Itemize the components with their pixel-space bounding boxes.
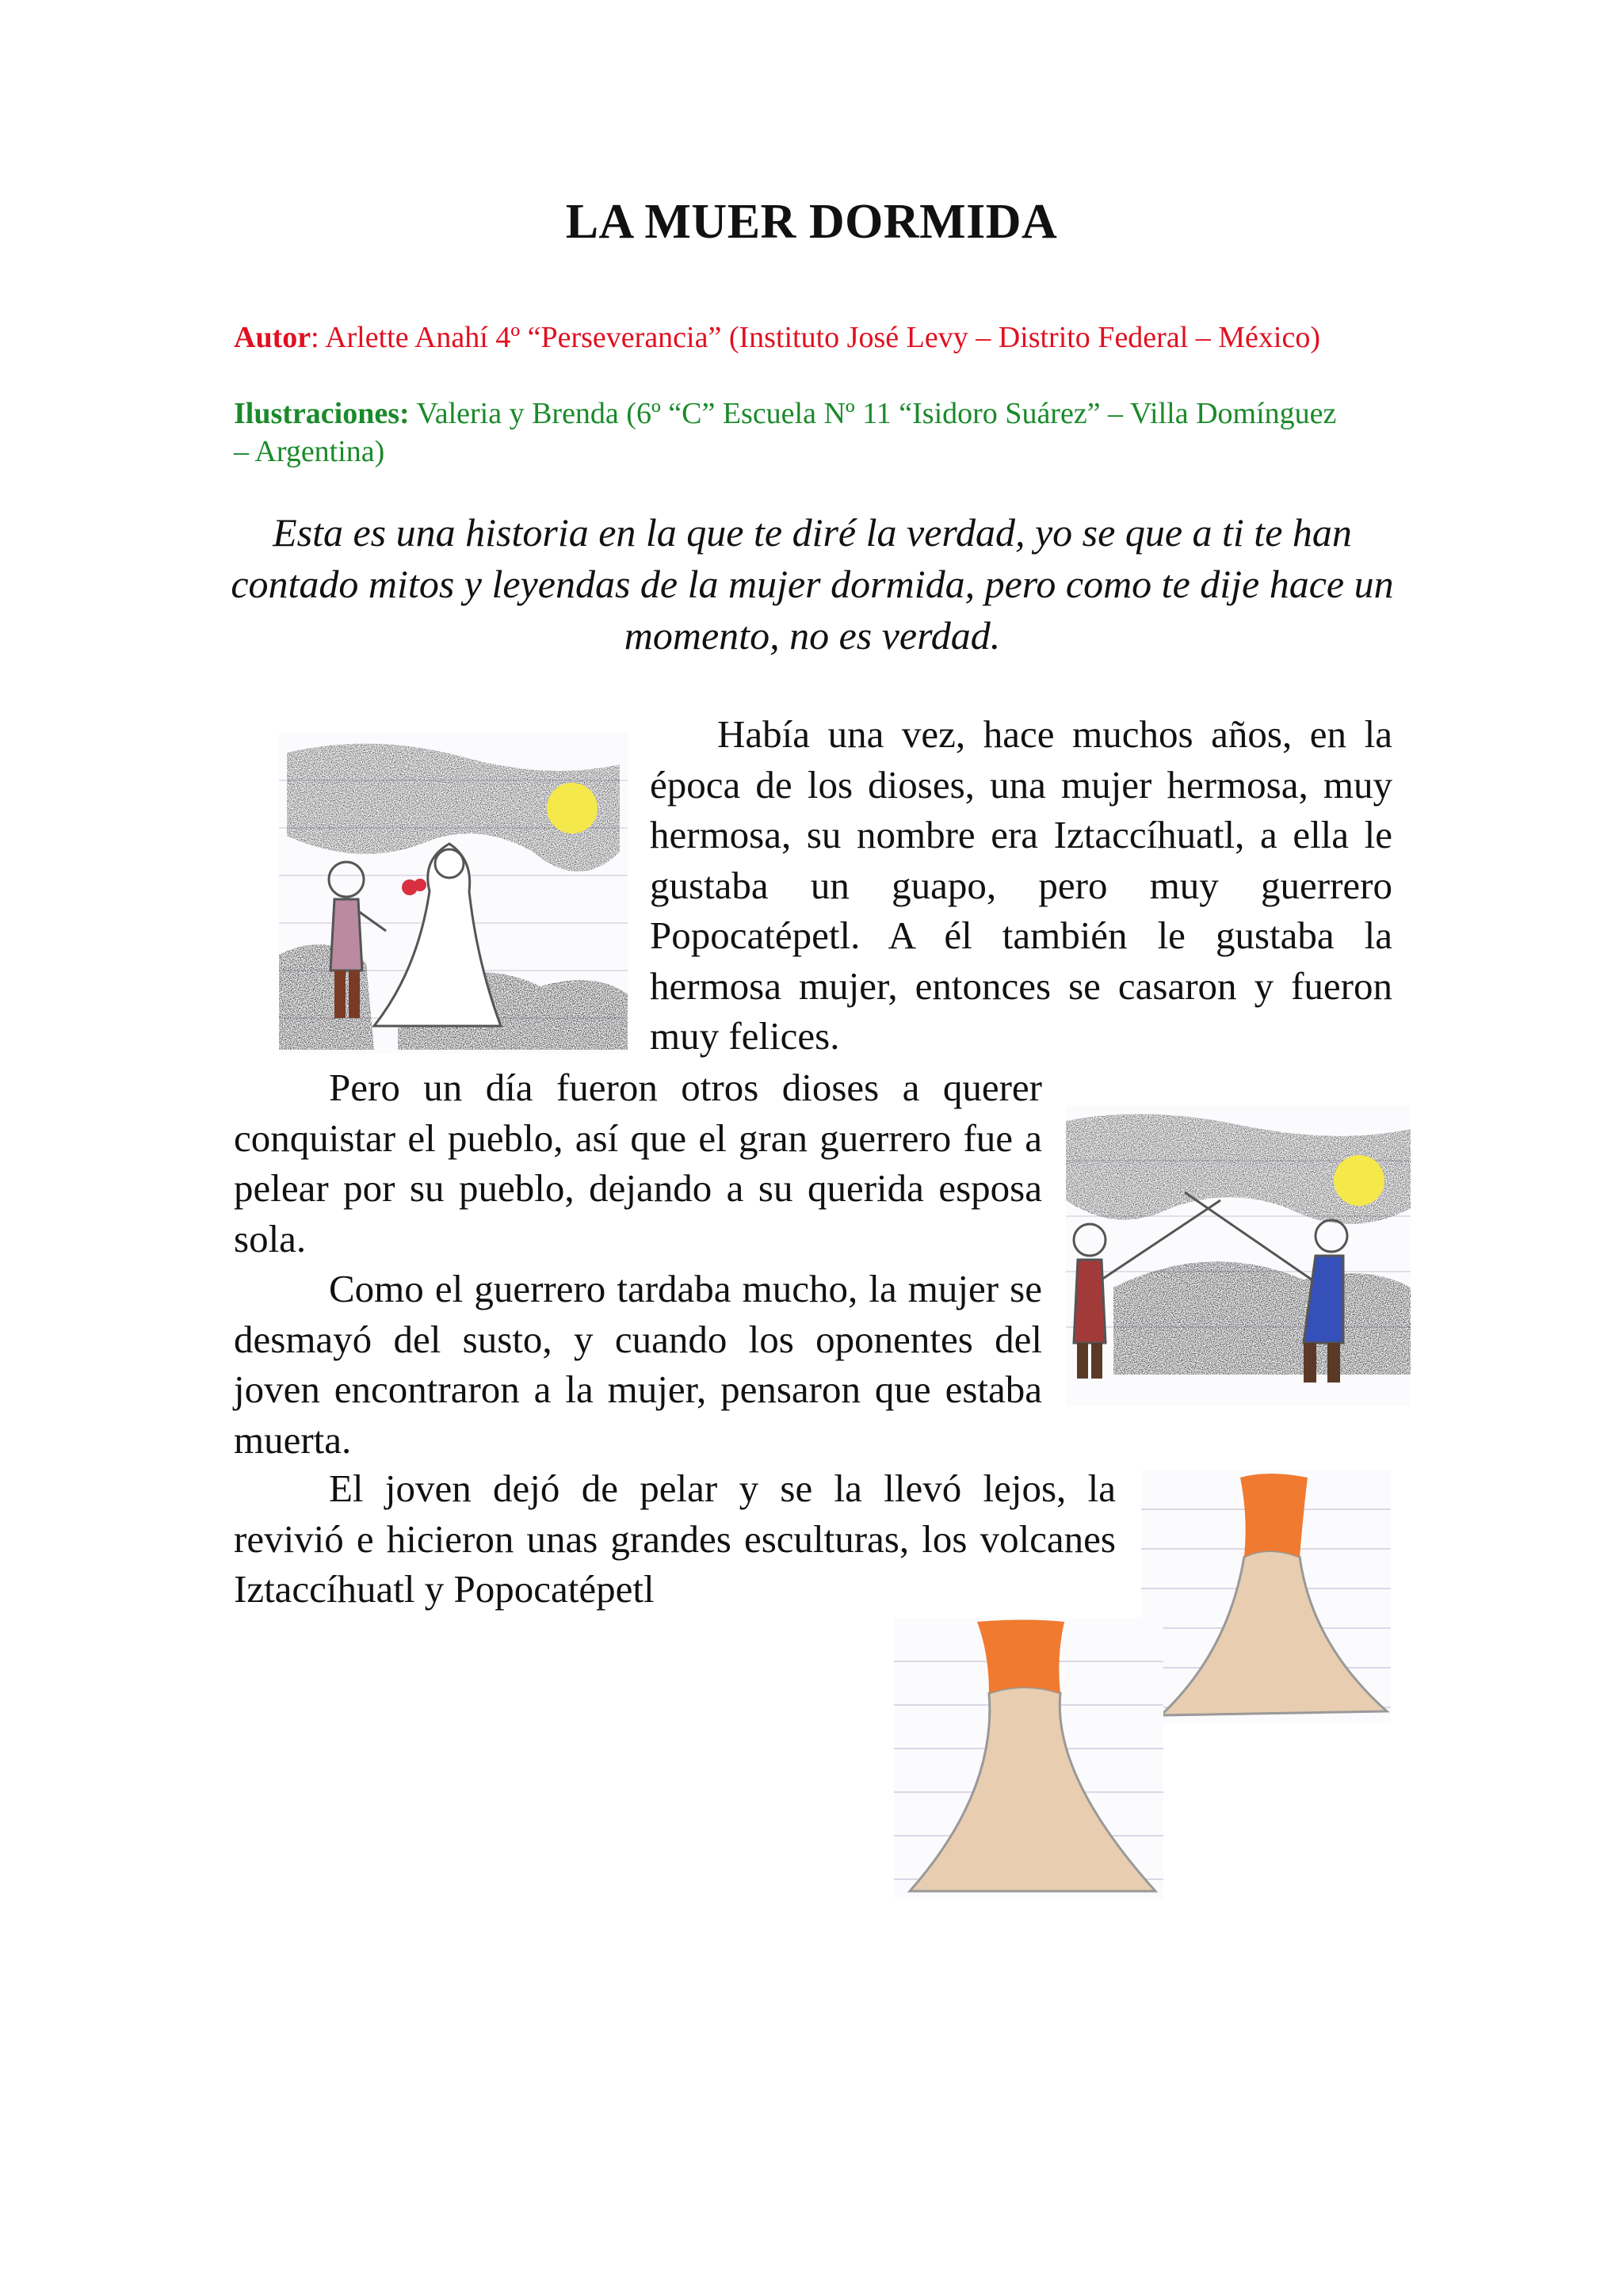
battle-drawing [1066, 1105, 1411, 1406]
page-title: LA MUER DORMIDA [565, 195, 1058, 249]
paragraph-2 [234, 1062, 1042, 1465]
paragraph-4 [234, 1463, 1116, 1615]
paragraph-text: Como el guerrero tardaba mucho, la mujer se desmayó del susto, y cuando los oponentes del joven encontraron a la mujer, pensaron que estaba muerta. [234, 1267, 1042, 1462]
illustrations-label: Ilustraciones: [234, 397, 410, 430]
illustrations-credit [234, 395, 1343, 471]
author-credit [234, 318, 1343, 357]
wedding-drawing [279, 733, 628, 1054]
intro-paragraph: Esta es una historia en la que te diré la verdad, yo se que a ti te han contado mitos y leyendas de la mujer dormida, pero como te dije hace un momento, no es verdad. [231, 510, 1394, 658]
illustrations-text: Valeria y Brenda (6º “C” Escuela Nº 11 “Isidoro Suárez” – Villa Domínguez – Argentina) [234, 397, 1337, 468]
volcano-drawing-left [894, 1618, 1163, 1899]
paragraph-text: El joven dejó de pelar y se la llevó lejos, la revivió e hicieron unas grandes esculturas, los volcanes Iztaccíhuatl y Popocatépetl [234, 1466, 1116, 1611]
author-text: : Arlette Anahí 4º “Perseverancia” (Instituto José Levy – Distrito Federal – México) [311, 321, 1320, 354]
paragraph-1 [650, 709, 1392, 1062]
volcano-drawing-right [1141, 1470, 1391, 1723]
author-label: Autor [234, 321, 311, 354]
paragraph-text: Había una vez, hace muchos años, en la época de los dioses, una mujer hermosa, muy hermosa, su nombre era Iztaccíhuatl, a ella le gustaba un guapo, pero muy guerrero Popocatépetl. A él también le gustaba la hermosa mujer, entonces se casaron y fueron muy felices. [650, 712, 1392, 1058]
paragraph-text: Pero un día fueron otros dioses a querer conquistar el pueblo, así que el gran guerrero fue a pelear por su pueblo, dejando a su querida esposa sola. [234, 1066, 1042, 1261]
